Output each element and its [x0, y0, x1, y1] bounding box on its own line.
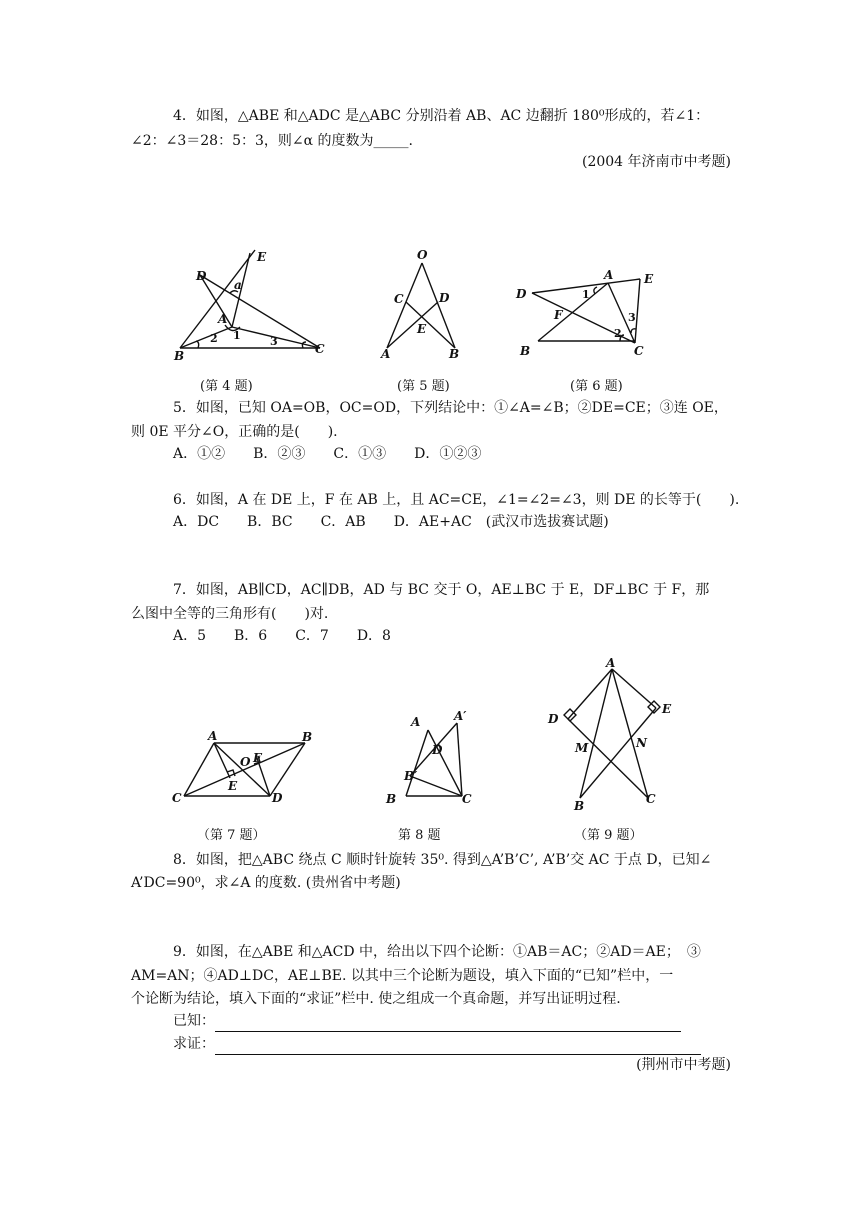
q9-line-2: AM=AN；④AD⊥DC，AE⊥BE. 以其中三个论断为题设，填入下面的“已知”栏中，一: [131, 968, 674, 984]
fig9-label-d: D: [548, 712, 559, 726]
q9-prove-row: [173, 1034, 701, 1055]
q9-known-label: 已知：: [173, 1013, 215, 1029]
q6-line-1: 6．如图，A 在 DE 上，F 在 AB 上，且 AC=CE，∠1=∠2=∠3，则 DE 的长等于( ).: [173, 492, 740, 508]
fig6-label-d: D: [516, 287, 527, 301]
fig9-label-e: E: [662, 702, 672, 716]
fig4-label-3: 3: [270, 335, 278, 348]
fig4-label-2: 2: [210, 332, 218, 345]
fig5-label-o: O: [417, 248, 428, 262]
figure-7: [170, 728, 320, 808]
fig7-label-f: F: [253, 751, 262, 765]
q7-line-1: 7．如图，AB∥CD，AC∥DB，AD 与 BC 交于 O，AE⊥BC 于 E，DF⊥BC 于 F，那: [173, 582, 710, 598]
fig7-label-o: O: [240, 755, 251, 769]
fig4-label-a: A: [218, 312, 228, 326]
q8-line-1: 8．如图，把△ABC 绕点 C 顺时针旋转 35⁰. 得到△A’B’C’, A’B’交 AC 于点 D，已知∠: [173, 852, 712, 868]
fig8-label-a: A: [411, 715, 421, 729]
fig4-caption: (第 4 题): [200, 379, 253, 394]
fig5-label-c: C: [394, 292, 404, 306]
fig4-label-d: D: [196, 269, 207, 283]
fig6-label-2: 2: [614, 327, 622, 340]
fig9-label-c: C: [646, 792, 656, 806]
q9-line-1: 9．如图，在△ABE 和△ACD 中，给出以下四个论断：①AB＝AC；②AD＝AE； ③: [173, 944, 701, 960]
fig6-label-f: F: [554, 308, 563, 322]
q9-source: (荆州市中考题): [636, 1057, 731, 1073]
fig6-label-a: A: [604, 268, 614, 282]
q5-line-1: 5．如图，已知 OA=OB，OC=OD，下列结论中：①∠A=∠B；②DE=CE；③连 OE，: [173, 400, 728, 416]
q9-prove-blank[interactable]: [215, 1034, 701, 1055]
q7-line-2: 么图中全等的三角形有( )对.: [131, 606, 329, 622]
fig6-label-b: B: [520, 344, 531, 358]
figure-4: [170, 245, 330, 365]
fig5-label-b: B: [449, 347, 460, 361]
q9-prove-label: 求证：: [173, 1036, 215, 1052]
q4-source: (2004 年济南市中考题): [581, 154, 731, 170]
q4-line-2: ∠2：∠3＝28：5：3，则∠α 的度数为_____.: [131, 133, 413, 149]
fig4-label-c: C: [315, 342, 325, 356]
q5-options: A．①② B．②③ C．①③ D．①②③: [173, 446, 482, 462]
fig9-label-b: B: [574, 799, 585, 813]
fig9-label-a: A: [606, 656, 616, 670]
fig8-label-a-prime: A′: [454, 709, 467, 723]
fig4-label-b: B: [174, 349, 185, 363]
figure-6: [510, 265, 670, 365]
fig9-label-n: N: [636, 736, 647, 750]
figure-8: [380, 708, 480, 808]
q6-options: A．DC B．BC C．AB D．AE+AC (武汉市选拔赛试题): [173, 514, 609, 530]
fig4-label-1: 1: [233, 329, 241, 342]
fig8-label-c: C: [462, 792, 472, 806]
figure-9: [540, 655, 690, 813]
fig4-label-alpha: a: [234, 278, 242, 292]
fig8-caption: 第 8 题: [398, 828, 441, 843]
fig6-label-3: 3: [628, 311, 636, 324]
q7-options: A．5 B．6 C．7 D．8: [173, 628, 391, 644]
fig8-label-b: B: [386, 792, 397, 806]
fig7-label-c: C: [172, 791, 182, 805]
q4-line-1: 4．如图，△ABE 和△ADC 是△ABC 分别沿着 AB、AC 边翻折 180⁰形成的，若∠1：: [173, 108, 710, 124]
fig6-caption: (第 6 题): [570, 379, 623, 394]
fig6-label-e: E: [644, 272, 654, 286]
fig6-label-1: 1: [582, 288, 590, 301]
q8-line-2: A’DC=90⁰，求∠A 的度数. (贵州省中考题): [131, 875, 401, 891]
fig9-label-m: M: [575, 741, 589, 755]
q9-known-row: [173, 1011, 681, 1032]
fig7-label-e: E: [228, 779, 238, 793]
fig5-label-a: A: [381, 347, 391, 361]
fig5-label-e: E: [417, 322, 427, 336]
fig9-caption: （第 9 题）: [574, 828, 643, 843]
fig8-label-d: D: [432, 743, 443, 757]
fig5-caption: (第 5 题): [397, 379, 450, 394]
q5-line-2: 则 0E 平分∠O，正确的是( ).: [131, 424, 338, 440]
q9-line-3: 个论断为结论，填入下面的“求证”栏中. 使之组成一个真命题，并写出证明过程.: [131, 991, 621, 1007]
fig7-label-b: B: [302, 730, 313, 744]
fig6-label-c: C: [634, 344, 644, 358]
fig5-label-d: D: [439, 291, 450, 305]
fig7-label-d: D: [272, 791, 283, 805]
figure-5: [375, 245, 465, 365]
fig4-label-e: E: [257, 250, 267, 264]
q9-known-blank[interactable]: [215, 1011, 681, 1032]
fig7-caption: （第 7 题）: [197, 828, 266, 843]
fig8-label-b-prime: B′: [404, 769, 418, 783]
fig7-label-a: A: [208, 729, 218, 743]
